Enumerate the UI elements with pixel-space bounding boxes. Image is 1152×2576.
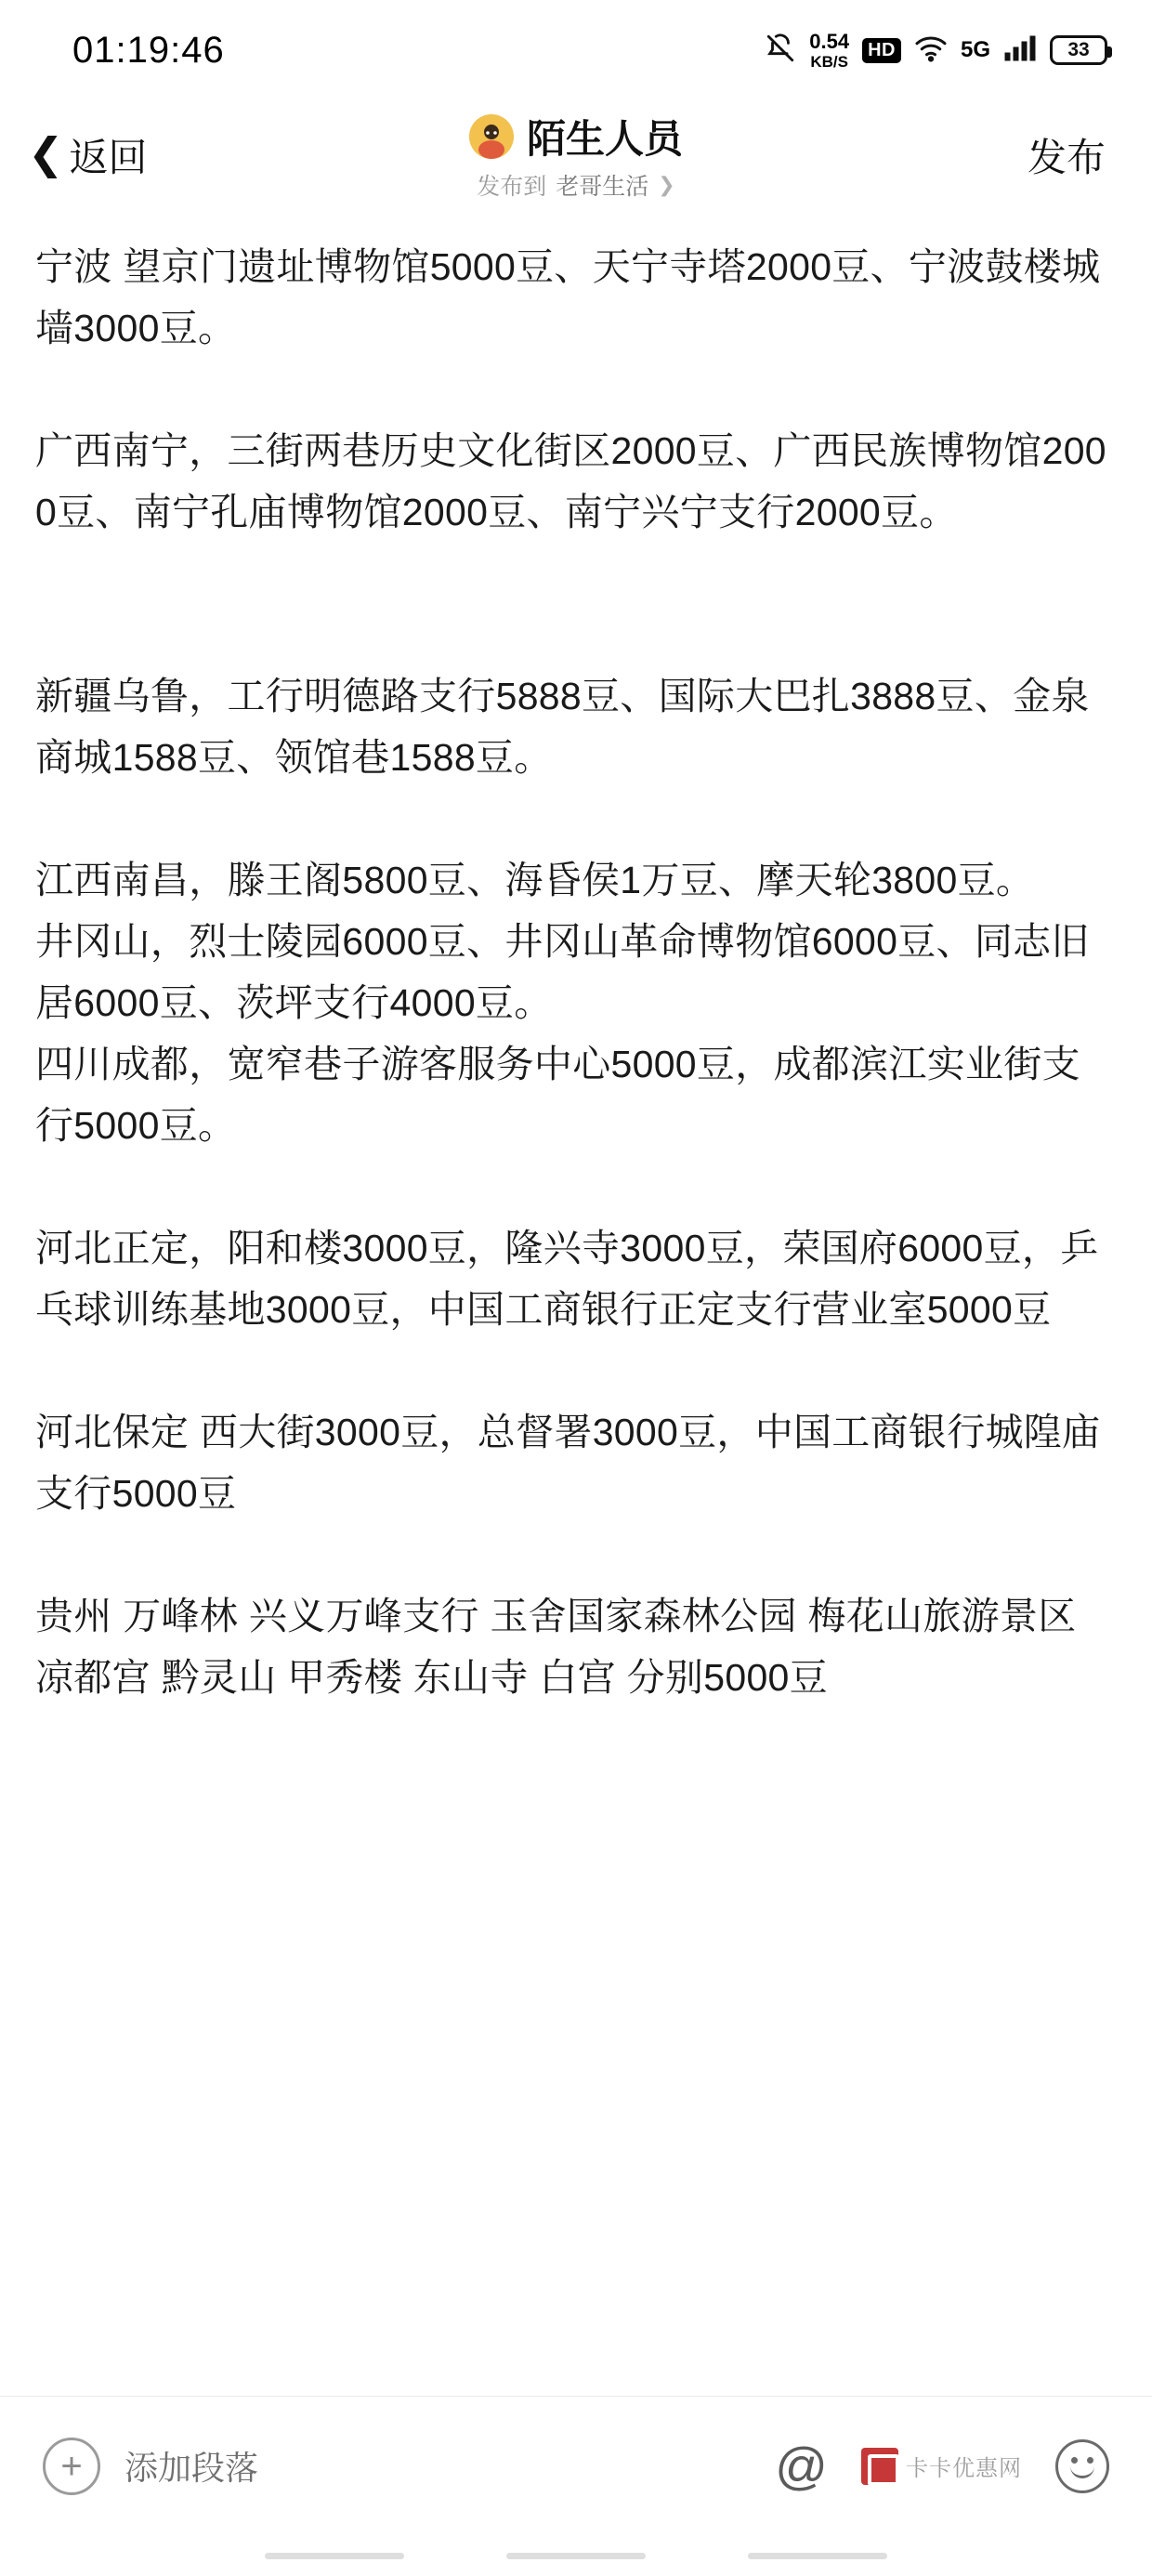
page-title: 陌生人员 — [526, 117, 684, 161]
paragraph[interactable]: 江西南昌，滕王阁5800豆、海昏侯1万豆、摩天轮3800豆。 — [35, 859, 1035, 901]
back-label: 返回 — [69, 136, 148, 179]
netspeed-unit: KB/S — [810, 52, 848, 71]
status-icons — [765, 29, 1107, 71]
nav-home-pill[interactable] — [506, 2553, 646, 2559]
paragraph[interactable]: 新疆乌鲁，工行明德路支行5888豆、国际大巴扎3888豆、金泉商城1588豆、领馆巷1588豆。 — [35, 675, 1090, 779]
bell-mute-icon — [765, 33, 796, 69]
toolbar-actions — [775, 2436, 1109, 2495]
nav-title-row — [469, 109, 683, 164]
paragraph[interactable]: 贵州 万峰林 兴义万峰支行 玉舍国家森林公园 梅花山旅游景区 凉都宫 黔灵山 甲秀楼 东山寺 白宫 分别5000豆 — [35, 1595, 1088, 1699]
netspeed-value: 0.54 — [809, 29, 850, 53]
network-speed — [809, 29, 850, 71]
paragraph[interactable]: 井冈山，烈士陵园6000豆、井冈山革命博物馆6000豆、同志旧居6000豆、茨坪支行4000豆。 — [35, 920, 1090, 1024]
paragraph-spacer[interactable] — [35, 604, 1117, 665]
editor-toolbar — [0, 2396, 1152, 2535]
watermark-label: 卡卡优惠网 — [906, 2456, 1022, 2481]
smiley-icon[interactable] — [1055, 2439, 1109, 2493]
paragraph[interactable]: 宁波 望京门遗址博物馆5000豆、天宁寺塔2000豆、宁波鼓楼城墙3000豆。 — [35, 245, 1101, 349]
paragraph[interactable]: 广西南宁，三街两巷历史文化街区2000豆、广西民族博物馆2000豆、南宁孔庙博物馆2000豆、南宁兴宁支行2000豆。 — [35, 429, 1106, 533]
publish-target-name: 老哥生活 — [556, 174, 649, 200]
paragraph-spacer[interactable] — [35, 1524, 1117, 1585]
avatar — [469, 114, 514, 159]
chevron-right-icon: ❯ — [658, 173, 675, 196]
paragraph-spacer[interactable] — [35, 1156, 1117, 1217]
nav-center-block — [469, 109, 683, 202]
paragraph-spacer[interactable] — [35, 1340, 1117, 1401]
back-button[interactable] — [28, 127, 148, 183]
paragraph-spacer[interactable] — [35, 788, 1117, 849]
publish-button[interactable]: 发布 — [1027, 136, 1106, 179]
chevron-left-icon: ❮ — [28, 129, 64, 177]
nav-recents-pill[interactable] — [265, 2553, 404, 2559]
system-navigation-bar — [0, 2535, 1152, 2576]
add-paragraph-label: 添加段落 — [124, 2449, 259, 2487]
nav-back-pill[interactable] — [748, 2553, 887, 2559]
at-icon[interactable]: @ — [775, 2436, 828, 2495]
hd-icon: HD — [862, 38, 901, 63]
watermark-logo-icon — [861, 2448, 898, 2485]
post-editor[interactable] — [0, 210, 1152, 2396]
paragraph[interactable]: 四川成都，宽窄巷子游客服务中心5000豆，成都滨江实业街支行5000豆。 — [35, 1043, 1080, 1147]
add-paragraph-button[interactable] — [43, 2438, 258, 2495]
network-type-label: 5G — [960, 37, 990, 62]
plus-circle-icon: + — [43, 2438, 100, 2495]
top-navigation-bar — [0, 100, 1152, 210]
watermark — [861, 2448, 1022, 2485]
wifi-icon — [914, 34, 948, 67]
signal-bars-icon — [1003, 34, 1037, 67]
paragraph-spacer[interactable] — [35, 359, 1117, 420]
status-bar — [0, 0, 1152, 100]
publish-target-selector[interactable] — [477, 168, 674, 202]
paragraph[interactable]: 河北正定，阳和楼3000豆，隆兴寺3000豆，荣国府6000豆，乒乓球训练基地3000豆，中国工商银行正定支行营业室5000豆 — [35, 1227, 1099, 1331]
battery-level: 33 — [1067, 39, 1090, 60]
battery-icon — [1050, 35, 1107, 65]
paragraph[interactable]: 河北保定 西大街3000豆，总督署3000豆，中国工商银行城隍庙支行5000豆 — [35, 1411, 1101, 1515]
status-time: 01:19:46 — [72, 29, 225, 71]
paragraph-spacer[interactable] — [35, 543, 1117, 604]
publish-to-label: 发布到 — [477, 174, 547, 200]
